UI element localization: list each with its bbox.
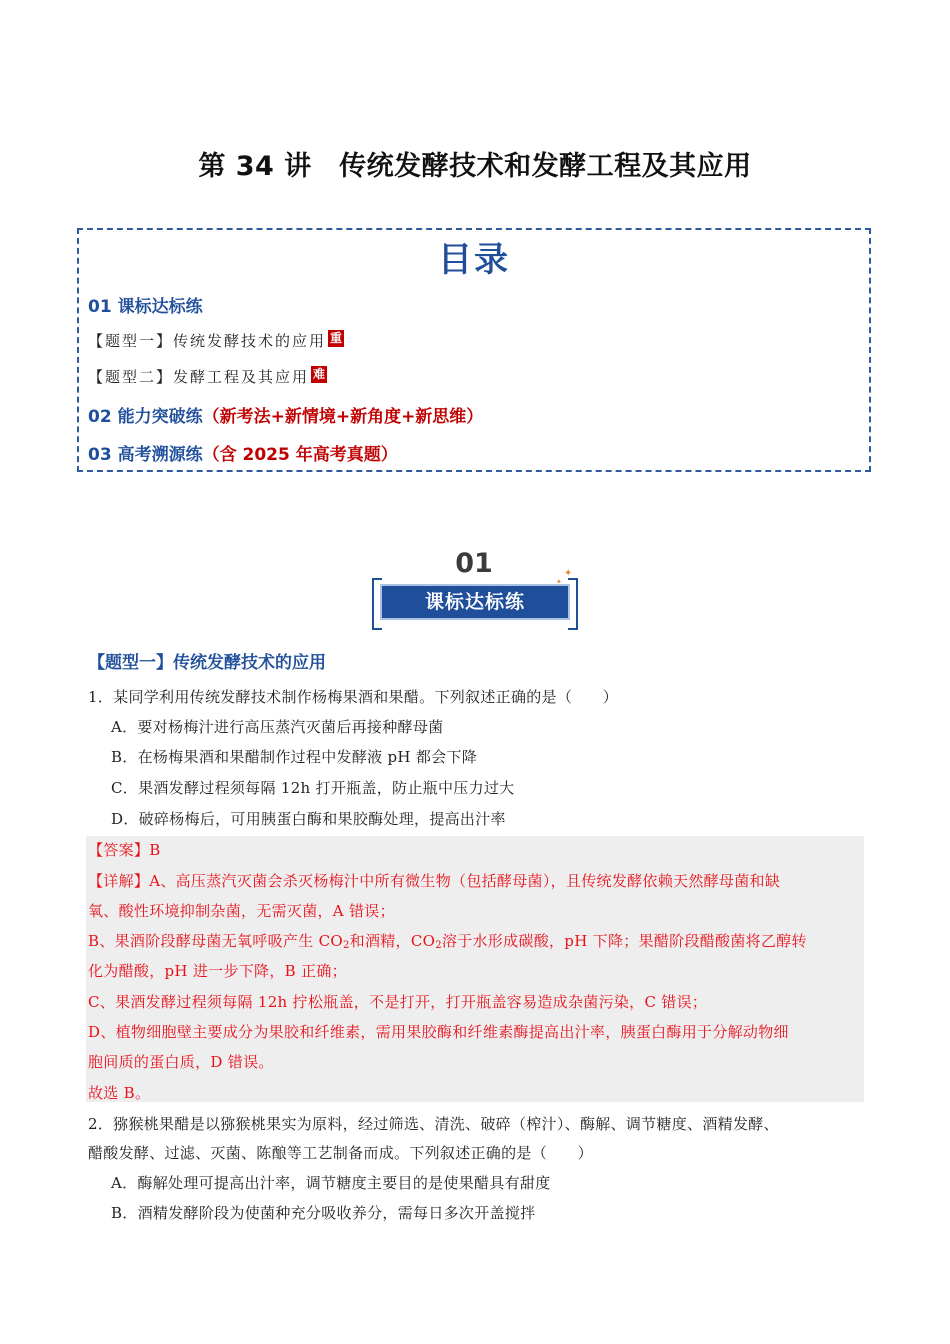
toc-section-3[interactable] [88, 440, 398, 465]
question-1-option-d: D．破碎杨梅后，可用胰蛋白酶和果胶酶处理，提高出汁率 [111, 810, 506, 828]
answer-1: 【答案】B [88, 841, 161, 859]
detail-b-line-1: B、果酒阶段酵母菌无氧呼吸产生 $CO_2$和酒精，$CO_2$溶于水形成碳酸，pH 下降；果醋阶段醋酸菌将乙醇转 [88, 932, 807, 951]
toc-section-2-label: 02 能力突破练 [88, 407, 203, 427]
question-1-stem: 1．某同学利用传统发酵技术制作杨梅果酒和果醋。下列叙述正确的是（ ） [88, 688, 619, 706]
toc-subsection-1[interactable] [88, 330, 344, 351]
key-point-tag: 重 [330, 331, 343, 345]
question-2-stem-line-1: 2．猕猴桃果醋是以猕猴桃果实为原料，经过筛选、清洗、破碎（榨汁）、酶解、调节糖度、酒精发酵、 [88, 1115, 779, 1133]
question-2-stem-line-2: 醋酸发酵、过滤、灭菌、陈酿等工艺制备而成。下列叙述正确的是（ ） [88, 1144, 593, 1162]
difficult-tag: 难 [313, 367, 326, 381]
sparkle-icon: ✦ [556, 578, 562, 586]
toc-section-3-label: 03 高考溯源练 [88, 445, 203, 465]
table-of-contents [77, 228, 871, 472]
toc-section-1-label: 01 课标达标练 [88, 297, 203, 317]
badge-label: 课标达标练 [424, 591, 525, 613]
detail-a-line-2: 氧、酸性环境抑制杂菌，无需灭菌，A 错误； [88, 902, 395, 920]
toc-section-3-note: （含 2025 年高考真题） [202, 445, 398, 465]
toc-section-2-note: （新考法+新情境+新角度+新思维） [202, 407, 484, 427]
question-2-option-a: A．酶解处理可提高出汁率，调节糖度主要目的是使果醋具有甜度 [111, 1174, 551, 1192]
badge-number: 01 [455, 548, 493, 579]
detail-b-line-2: 化为醋酸，pH 进一步下降，B 正确； [88, 962, 347, 980]
toc-subsection-2-label: 【题型二】发酵工程及其应用 [88, 368, 310, 386]
toc-subsection-2[interactable] [88, 366, 327, 387]
toc-section-1[interactable] [88, 292, 203, 317]
detail-d-line-2: 胞间质的蛋白质，D 错误。 [88, 1053, 274, 1071]
question-1-option-b: B．在杨梅果酒和果醋制作过程中发酵液 pH 都会下降 [111, 748, 478, 766]
detail-a-line-1: 【详解】A、高压蒸汽灭菌会杀灭杨梅汁中所有微生物（包括酵母菌），且传统发酵依赖天然酵母菌和缺 [88, 872, 781, 890]
detail-c-line-1: C、果酒发酵过程须每隔 12h 拧松瓶盖，不是打开，打开瓶盖容易造成杂菌污染，C 错误； [88, 993, 708, 1011]
toc-heading: 目录 [438, 240, 510, 280]
question-2-option-b: B．酒精发酵阶段为使菌种充分吸收养分，需每日多次开盖搅拌 [111, 1204, 536, 1222]
section-heading: 【题型一】传统发酵技术的应用 [88, 653, 326, 673]
toc-subsection-1-label: 【题型一】传统发酵技术的应用 [88, 332, 327, 350]
sparkle-icon: ✦ [564, 568, 573, 579]
detail-d-line-1: D、植物细胞壁主要成分为果胶和纤维素，需用果胶酶和纤维素酶提高出汁率，胰蛋白酶用于分解动物细 [88, 1023, 789, 1041]
question-1-option-a: A．要对杨梅汁进行高压蒸汽灭菌后再接种酵母菌 [111, 718, 444, 736]
question-1-option-c: C．果酒发酵过程须每隔 12h 打开瓶盖，防止瓶中压力过大 [111, 779, 515, 797]
section-badge [368, 548, 580, 632]
page-title: 第 34 讲 传统发酵技术和发酵工程及其应用 [198, 151, 752, 182]
toc-section-2[interactable] [88, 402, 483, 427]
conclusion: 故选 B。 [88, 1084, 151, 1102]
